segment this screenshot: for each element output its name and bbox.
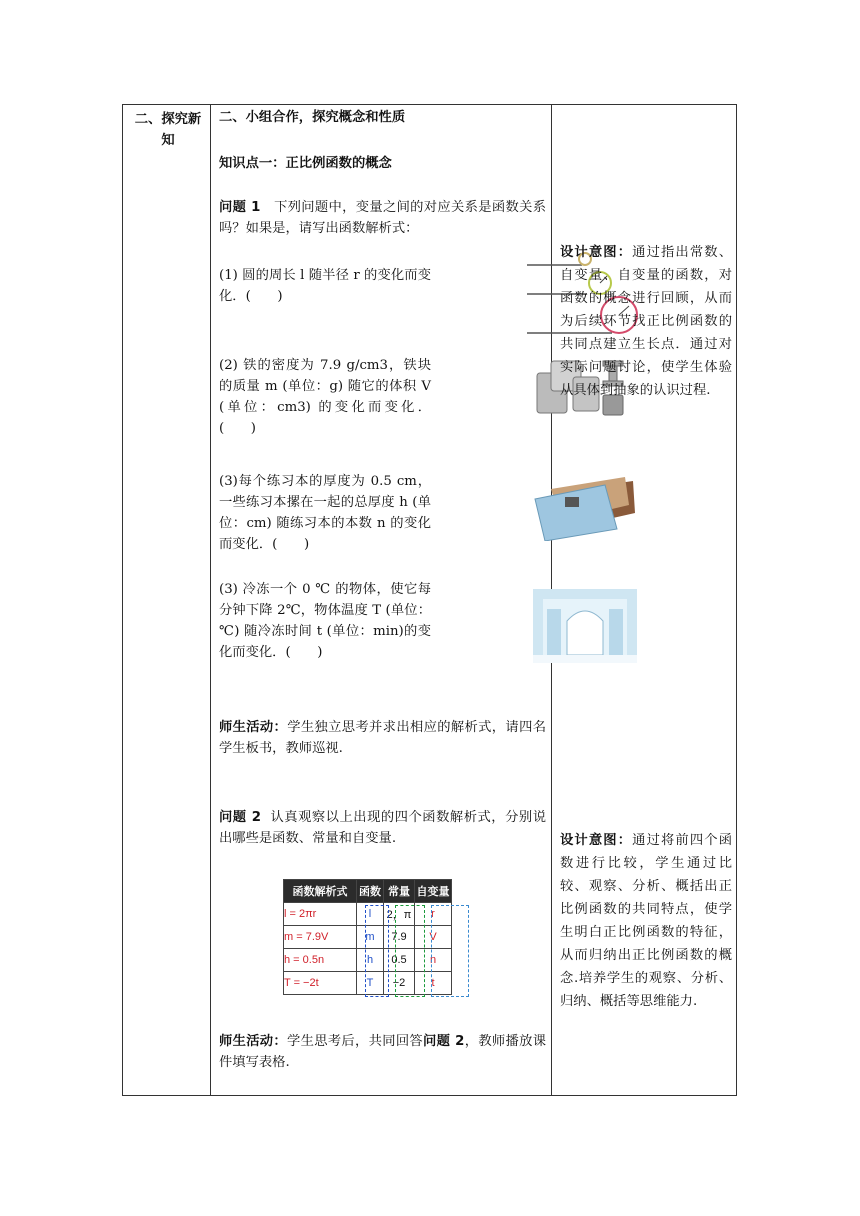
activity-1 — [219, 717, 546, 759]
design-intent-2 — [560, 829, 732, 1013]
activity-1-label: 师生活动： — [219, 720, 288, 735]
function-table-header — [284, 880, 452, 903]
question-1-label: 问题 1 — [219, 200, 261, 215]
activity-2-text-c: ，教师播放课件填写表格. — [219, 1034, 547, 1070]
variable-cell: n — [415, 949, 452, 972]
constant-cell: 0.5 — [384, 949, 415, 972]
activity-2 — [219, 1031, 546, 1073]
constant-cell: 2，π — [384, 903, 415, 926]
expression-cell: l = 2πr — [284, 903, 357, 926]
activity-1-text: 学生独立思考并求出相应的解析式，请四名学生板书，教师巡视. — [219, 720, 547, 756]
intent-cell — [552, 105, 737, 1096]
header-cell: 常量 — [384, 880, 415, 903]
function-cell: m — [357, 926, 384, 949]
activity-2-label: 师生活动： — [219, 1034, 288, 1049]
variable-cell: V — [415, 926, 452, 949]
design-intent-1-text: 通过指出常数、自变量、自变量的函数，对函数的概念进行回顾，从而为后续环节找正比例函数的共同点建立生长点．通过对实际问题讨论，使学生体验从具体到抽象的认识过程. — [560, 245, 733, 398]
design-intent-2-text: 通过将前四个函数进行比较，学生通过比较、观察、分析、概括出正比例函数的共同特点，使学生明白正比例函数的特征，从而归纳出正比例函数的概念.培养学生的观察、分析、归纳、概括等思维能力. — [560, 833, 733, 1009]
table-row — [284, 949, 452, 972]
expression-cell: m = 7.9V — [284, 926, 357, 949]
header-cell: 自变量 — [415, 880, 452, 903]
constant-cell: −2 — [384, 972, 415, 995]
constant-cell: 7.9 — [384, 926, 415, 949]
function-cell: l — [357, 903, 384, 926]
stage-cell — [123, 105, 211, 1096]
q1-item-4: (3) 冷冻一个 0 ℃ 的物体，使它每分钟下降 2℃，物体温度 T (单位：℃) 随冷冻时间 t (单位：min)的变化而变化．( ) — [219, 582, 431, 660]
function-cell: h — [357, 949, 384, 972]
question-1 — [219, 197, 546, 239]
lesson-table — [122, 104, 737, 1096]
section-title: 二、小组合作，探究概念和性质 — [219, 110, 406, 125]
question-2-label: 问题 2 — [219, 810, 261, 825]
design-intent-1-label: 设计意图： — [560, 245, 633, 260]
header-cell: 函数 — [357, 880, 384, 903]
table-row — [284, 926, 452, 949]
function-cell: T — [357, 972, 384, 995]
stage-label: 二、探究新知 — [134, 112, 202, 148]
header-cell: 函数解析式 — [284, 880, 357, 903]
q1-item-3: (3)每个练习本的厚度为 0.5 cm，一些练习本摞在一起的总厚度 h (单位：cm) 随练习本的本数 n 的变化而变化．( ) — [219, 474, 431, 552]
q1-item-2: (2) 铁的密度为 7.9 g/cm3，铁块的质量 m (单位：g) 随它的体积 V (单位：cm3) 的变化而变化．( ) — [219, 358, 431, 436]
expression-cell: T = −2t — [284, 972, 357, 995]
table-row — [284, 972, 452, 995]
knowledge-point: 知识点一：正比例函数的概念 — [219, 156, 392, 171]
design-intent-2-label: 设计意图： — [560, 833, 633, 848]
table-row — [284, 903, 452, 926]
question-2 — [219, 807, 546, 849]
expression-cell: h = 0.5n — [284, 949, 357, 972]
function-table — [283, 879, 452, 995]
activity-2-text-a: 学生思考后，共同回答 — [287, 1034, 424, 1049]
activity-2-text-b: 问题 2 — [423, 1034, 465, 1049]
variable-cell: r — [415, 903, 452, 926]
q1-item-1: (1) 圆的周长 l 随半径 r 的变化而变化．( ) — [219, 268, 431, 304]
design-intent-1 — [560, 241, 732, 402]
question-2-text: 认真观察以上出现的四个函数解析式，分别说出哪些是函数、常量和自变量. — [219, 810, 546, 846]
question-1-text: 下列问题中，变量之间的对应关系是函数关系吗？如果是，请写出函数解析式： — [219, 200, 546, 236]
variable-cell: t — [415, 972, 452, 995]
content-cell — [211, 105, 552, 1096]
